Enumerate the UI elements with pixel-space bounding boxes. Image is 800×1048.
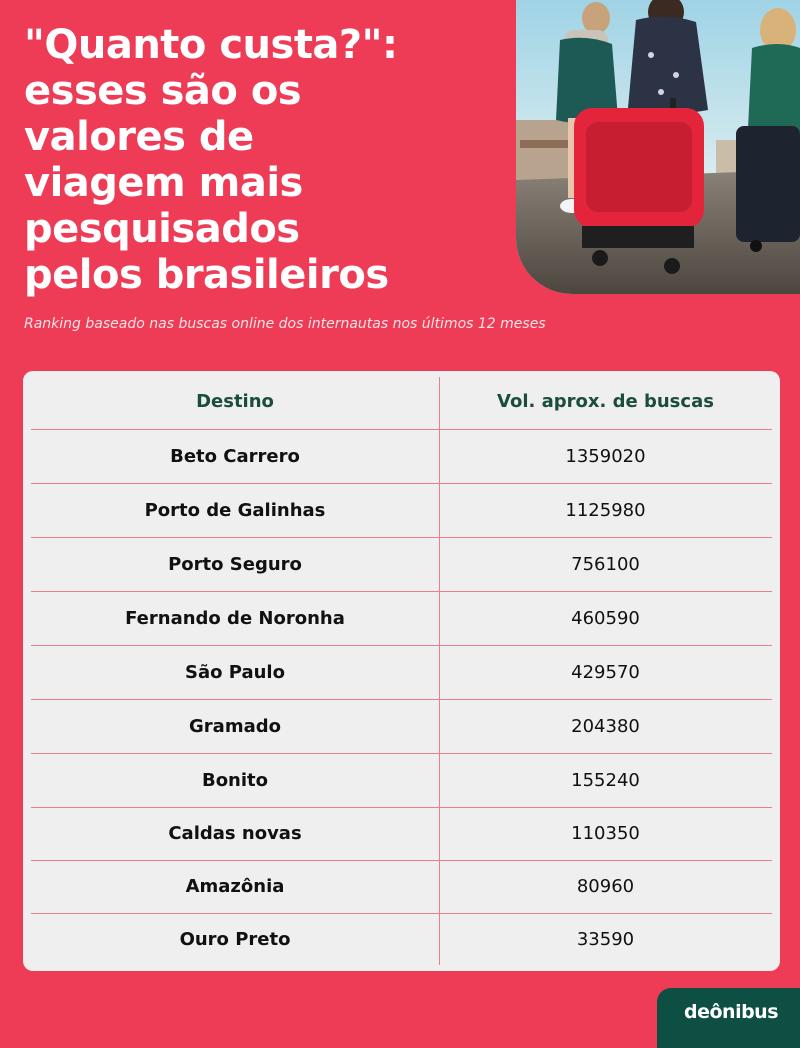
destino-cell: Porto de Galinhas <box>144 500 326 521</box>
volume-cell: 204380 <box>571 716 640 737</box>
volume-cell: 460590 <box>571 608 640 629</box>
volume-cell: 33590 <box>576 929 635 950</box>
table-row <box>31 913 772 966</box>
subtitle: Ranking baseado nas buscas online dos internautas nos últimos 12 meses <box>24 316 546 332</box>
table-row <box>31 860 772 914</box>
destino-cell: Gramado <box>189 716 281 737</box>
header-volume: Vol. aprox. de buscas <box>497 391 714 412</box>
title-line: valores de <box>24 114 254 160</box>
title-line: pelos brasileiros <box>24 252 389 298</box>
destino-cell: São Paulo <box>185 662 285 683</box>
title-line: pesquisados <box>24 206 300 252</box>
volume-cell: 1359020 <box>565 446 646 467</box>
destino-cell: Beto Carrero <box>170 446 300 467</box>
table-row <box>31 430 772 484</box>
title-line: "Quanto custa?": <box>24 22 398 68</box>
volume-cell: 1125980 <box>565 500 646 521</box>
title-line: viagem mais <box>24 160 303 206</box>
destino-cell: Bonito <box>201 770 269 791</box>
header-destino: Destino <box>196 391 274 412</box>
table-row <box>31 646 772 700</box>
brand-badge <box>657 988 800 1048</box>
table-row <box>31 592 772 646</box>
volume-cell: 110350 <box>571 823 640 844</box>
destino-cell: Fernando de Noronha <box>125 608 345 629</box>
destino-cell: Caldas novas <box>168 823 302 844</box>
table-row <box>31 700 772 754</box>
brand-logo-text: deônibus <box>684 1001 779 1023</box>
volume-cell: 429570 <box>571 662 640 683</box>
volume-cell: 80960 <box>576 876 635 897</box>
volume-cell: 756100 <box>571 554 640 575</box>
table-row <box>31 538 772 592</box>
title-line: esses são os <box>24 68 302 114</box>
table-row <box>31 754 772 808</box>
table-row <box>31 807 772 861</box>
table-row <box>31 484 772 538</box>
page-title <box>24 22 524 298</box>
table-header-row <box>31 371 772 430</box>
destino-cell: Ouro Preto <box>179 929 291 950</box>
volume-cell: 155240 <box>571 770 640 791</box>
destino-cell: Amazônia <box>185 876 285 897</box>
travelers-illustration <box>516 0 800 294</box>
ranking-table <box>23 371 780 971</box>
travelers-photo <box>516 0 800 294</box>
destino-cell: Porto Seguro <box>168 554 302 575</box>
